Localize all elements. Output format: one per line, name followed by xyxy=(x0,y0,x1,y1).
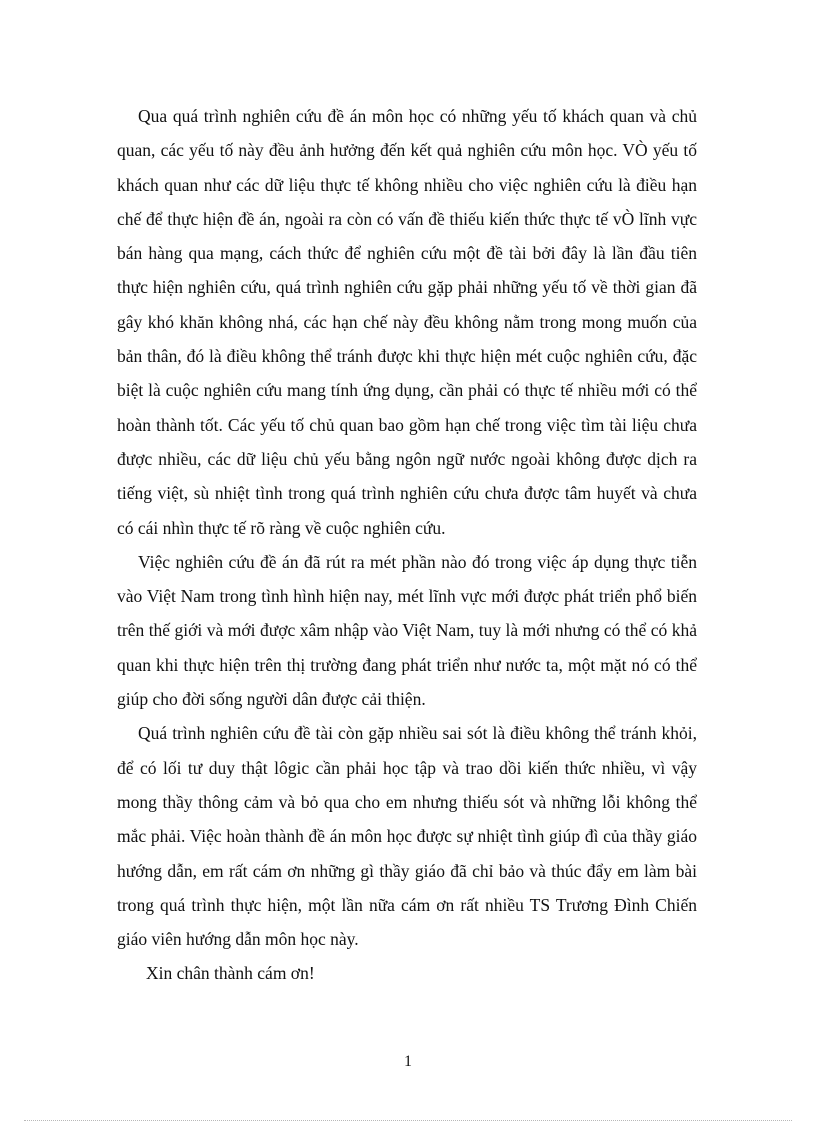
page-number: 1 xyxy=(404,1053,412,1070)
body-text xyxy=(117,99,697,991)
footer-divider xyxy=(24,1120,792,1121)
closing-line: Xin chân thành cám ơn! xyxy=(146,963,315,984)
paragraph-acknowledgement: Quá trình nghiên cứu đề tài còn gặp nhiều sai sót là điều không thể tránh khỏi, để có lối tư duy thật lôgic cần phải học tập và trao dồi kiến thức nhiều, vì vậy mong thầy thông cảm và bỏ qua cho em nhưng thiếu sót và những lỗi không thể mắc phải. Việc hoàn thành đề án môn học được sự nhiệt tình giúp đì của thầy giáo hướng dẫn, em rất cám ơn những gì thầy giáo đã chỉ bảo và thúc đẩy em làm bài trong quá trình thực hiện, một lần nữa cám ơn rất nhiều TS Trương Đình Chiến giáo viên hướng dẫn môn học này. xyxy=(117,723,697,950)
paragraph-application: Việc nghiên cứu đề án đã rút ra mét phần nào đó trong việc áp dụng thực tiễn vào Việt Nam trong tình hình hiện nay, mét lĩnh vực mới được phát triển phổ biến trên thế giới và mới được xâm nhập vào Việt Nam, tuy là mới nhưng có thể có khả quan khi thực hiện trên thị trường đang phát triển như nước ta, một mặt nó có thể giúp cho đời sống người dân được cải thiện. xyxy=(117,551,697,710)
paragraph-limitations: Qua quá trình nghiên cứu đề án môn học có những yếu tố khách quan và chủ quan, các yếu tố này đều ảnh hưởng đến kết quả nghiên cứu môn học. VÒ yếu tố khách quan như các dữ liệu thực tế không nhiều cho việc nghiên cứu là điều hạn chế để thực hiện đề án, ngoài ra còn có vấn đề thiếu kiến thức thực tế vÒ lĩnh vực bán hàng qua mạng, cách thức để nghiên cứu một đề tài bởi đây là lần đầu tiên thực hiện nghiên cứu, quá trình nghiên cứu gặp phải những yếu tố về thời gian đã gây khó khăn không nhá, các hạn chế này đều không nằm trong mong muốn của bản thân, đó là điều không thể tránh được khi thực hiện mét cuộc nghiên cứu, đặc biệt là cuộc nghiên cứu mang tính ứng dụng, cần phải có thực tế nhiều mới có thể hoàn thành tốt. Các yếu tố chủ quan bao gồm hạn chế trong việc tìm tài liệu chưa được nhiều, các dữ liệu chủ yếu bằng ngôn ngữ nước ngoài không được dịch ra tiếng việt, sù nhiệt tình trong quá trình nghiên cứu chưa được tâm huyết và chưa có cái nhìn thực tế rõ ràng về cuộc nghiên cứu. xyxy=(117,106,697,538)
